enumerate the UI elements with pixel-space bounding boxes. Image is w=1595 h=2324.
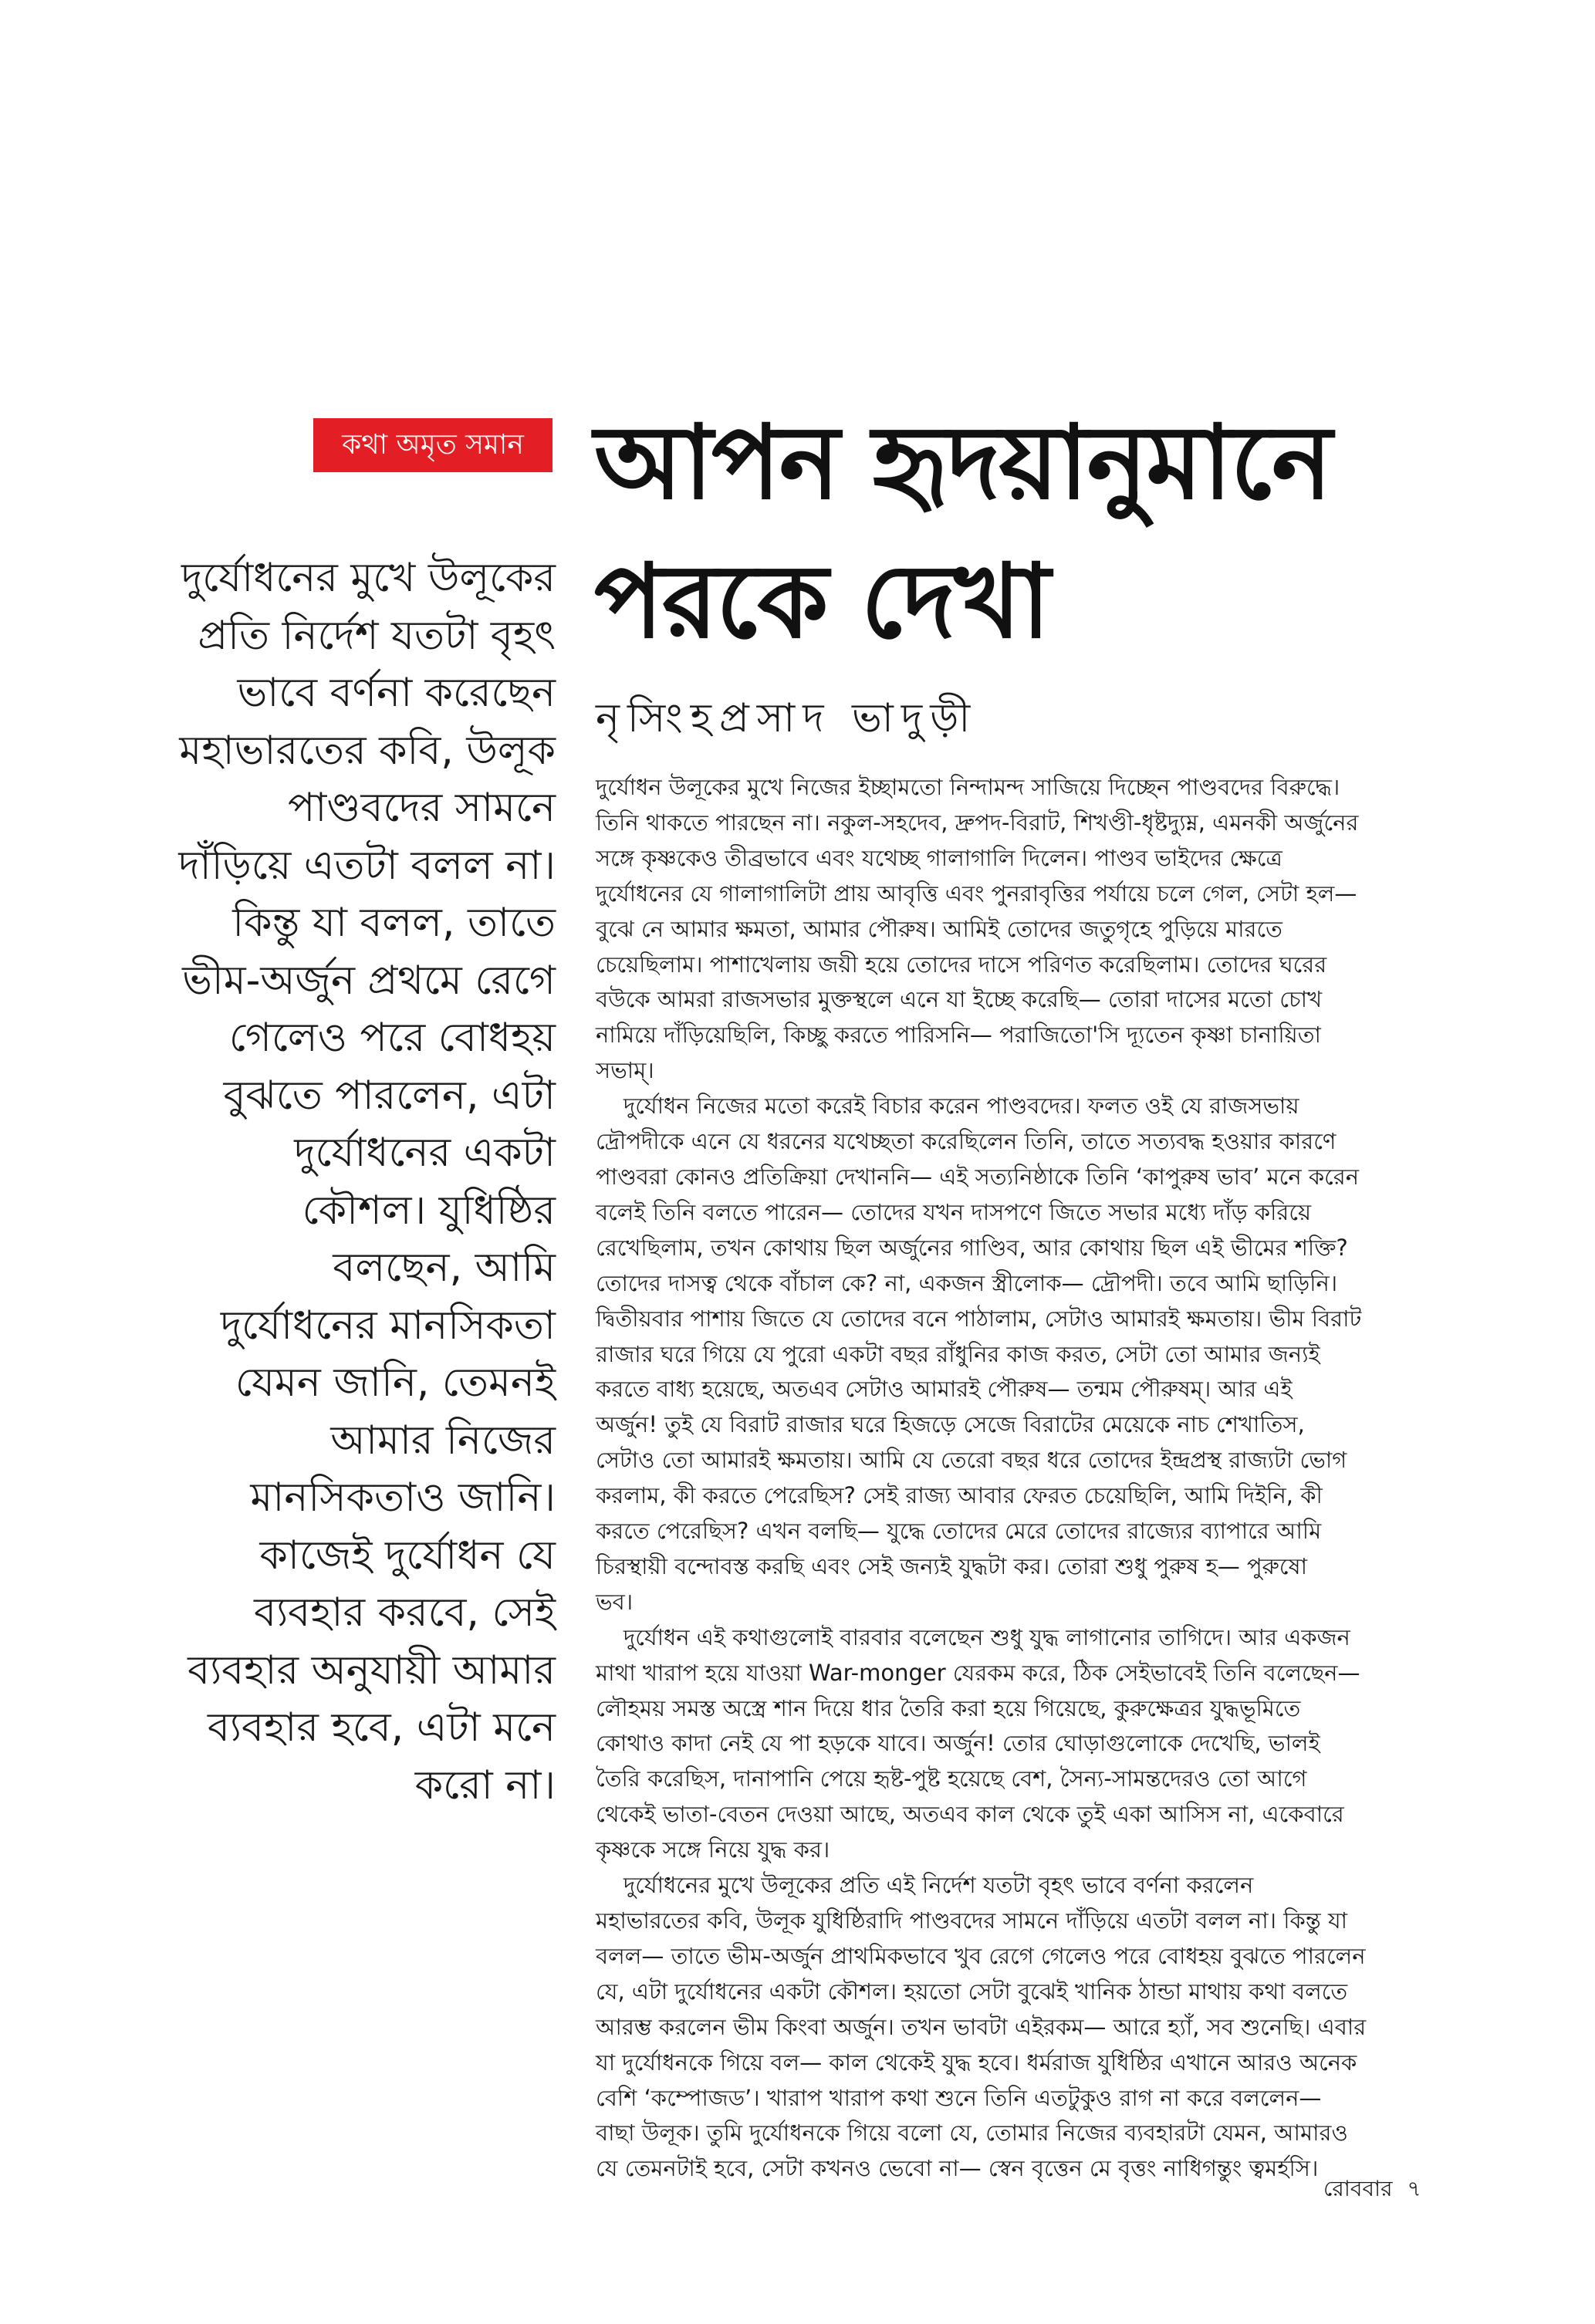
body-line: সভাম্।	[596, 1057, 654, 1084]
body-line: বেশি ‘কম্পোজড’। খারাপ খারাপ কথা শুনে তিনি এতটুকুও রাগ না করে বললেন—	[596, 2084, 1322, 2111]
pull-quote-line: দাঁড়িয়ে এতটা বলল না।	[178, 842, 556, 889]
body-line: তোদের দাসত্ব থেকে বাঁচাল কে? না, একজন স্ত্রীলোক— দ্রৌপদী। তবে আমি ছাড়িনি।	[596, 1269, 1338, 1296]
article-body	[596, 770, 1445, 2187]
body-line: বলল— তাতে ভীম-অর্জুন প্রাথমিকভাবে খুব রেগে গেলেও পরে বোধহয় বুঝতে পারলেন	[596, 1942, 1366, 1969]
body-line: দুর্যোধন নিজের মতো করেই বিচার করেন পাণ্ডবদের। ফলত ওই যে রাজসভায়	[623, 1093, 1299, 1120]
body-line: যা দুর্যোধনকে গিয়ে বল— কাল থেকেই যুদ্ধ হবে। ধর্মরাজ যুধিষ্ঠির এখানে আরও অনেক	[596, 2049, 1357, 2076]
pull-quote-line: যেমন জানি, তেমনই	[235, 1360, 556, 1406]
pull-quote-line: কিন্তু যা বলল, তাতে	[232, 900, 556, 946]
pull-quote-line: করো না।	[414, 1762, 556, 1809]
pull-quote-line: বলছেন, আমি	[333, 1245, 556, 1291]
pull-quote-line: ব্যবহার করবে, সেই	[254, 1589, 556, 1636]
page-number: ৭	[1407, 2176, 1421, 2201]
pull-quote-line: গেলেও পরে বোধহয়	[228, 1015, 556, 1061]
pull-quote-line: পাণ্ডবদের সামনে	[288, 785, 556, 831]
body-line: দ্রৌপদীকে এনে যে ধরনের যথেচ্ছতা করেছিলেন তিনি, তাতে সত্যবদ্ধ হওয়ার কারণে	[596, 1128, 1336, 1155]
body-line: থেকেই ভাতা-বেতন দেওয়া আছে, অতএব কাল থেকে তুই একা আসিস না, একেবারে	[596, 1801, 1344, 1828]
body-line: যে তেমনটাই হবে, সেটা কখনও ভেবো না— স্বেন বৃত্তেন মে বৃত্তং নাধিগন্তুং ত্বমর্হসি।	[596, 2155, 1319, 2182]
body-line: চিরস্থায়ী বন্দোবস্ত করছি এবং সেই জন্যই যুদ্ধটা কর। তোরা শুধু পুরুষ হ— পুরুষো	[596, 1552, 1307, 1579]
body-line: তিনি থাকতে পারছেন না। নকুল-সহদেব, দ্রুপদ-বিরাট, শিখণ্ডী-ধৃষ্টদ্যুম্ন, এমনকী অর্জুনের	[596, 809, 1359, 836]
body-line: নামিয়ে দাঁড়িয়েছিলি, কিচ্ছু করতে পারিসনি— পরাজিতো'সি দ্যূতেন কৃষ্ণা চানায়িতা	[596, 1022, 1321, 1049]
body-line: রেখেছিলাম, তখন কোথায় ছিল অর্জুনের গাণ্ডিব, আর কোথায় ছিল এই ভীমের শক্তি?	[596, 1234, 1348, 1261]
body-line: অর্জুন! তুই যে বিরাট রাজার ঘরে হিজড়ে সেজে বিরাটের মেয়েকে নাচ শেখাতিস,	[596, 1411, 1305, 1438]
body-line: রাজার ঘরে গিয়ে যে পুরো একটা বছর রাঁধুনির কাজ করত, সেটা তো আমার জন্যই	[596, 1340, 1320, 1367]
magazine-name: রোববার	[1323, 2176, 1393, 2201]
body-line: বউকে আমরা রাজসভার মুক্তস্থলে এনে যা ইচ্ছে করেছি— তোরা দাসের মতো চোখ	[596, 986, 1323, 1013]
body-paragraph	[596, 1868, 1445, 2187]
pull-quote-line: ব্যবহার হবে, এটা মনে	[207, 1704, 556, 1751]
pull-quote-line: দুর্যোধনের একটা	[294, 1130, 556, 1176]
body-line: বলেই তিনি বলতে পারেন— তোদের যখন দাসপণে জিতে সভার মধ্যে দাঁড় করিয়ে	[596, 1198, 1312, 1225]
pull-quote-line: মহাভারতের কবি, উলূক	[179, 727, 556, 774]
body-line: সঙ্গে কৃষ্ণকেও তীব্রভাবে এবং যথেচ্ছ গালাগালি দিলেন। পাণ্ডব ভাইদের ক্ষেত্রে	[596, 844, 1282, 871]
body-line: দুর্যোধনের মুখে উলূকের প্রতি এই নির্দেশ যতটা বৃহৎ ভাবে বর্ণনা করলেন	[623, 1872, 1254, 1899]
pull-quote-line: আমার নিজের	[330, 1417, 556, 1464]
body-line: দুর্যোধন এই কথাগুলোই বারবার বলেছেন শুধু যুদ্ধ লাগানোর তাগিদে। আর একজন	[623, 1623, 1350, 1650]
body-line: ভব।	[596, 1588, 634, 1615]
section-tag: কথা অমৃত সমান	[313, 418, 553, 472]
body-line: সেটাও তো আমারই ক্ষমতায়। আমি যে তেরো বছর ধরে তোদের ইন্দ্রপ্রস্থ রাজ্যটা ভোগ	[596, 1447, 1347, 1474]
pull-quote-line: ভীম-অর্জুন প্রথমে রেগে	[182, 957, 556, 1004]
body-line: কৃষ্ণকে সঙ্গে নিয়ে যুদ্ধ কর।	[596, 1836, 830, 1863]
body-paragraph	[596, 1089, 1445, 1620]
body-line: তৈরি করেছিস, দানাপানি পেয়ে হৃষ্ট-পুষ্ট হয়েছে বেশ, সৈন্য-সামন্তদেরও তো আগে	[596, 1765, 1307, 1792]
body-line: দ্বিতীয়বার পাশায় জিতে যে তোদের বনে পাঠালাম, সেটাও আমারই ক্ষমতায়। ভীম বিরাট	[596, 1305, 1362, 1332]
body-line: আরম্ভ করলেন ভীম কিংবা অর্জুন। তখন ভাবটা এইরকম— আরে হ্যাঁ, সব শুনেছি। এবার	[596, 2013, 1367, 2040]
body-line: দুর্যোধন উলূকের মুখে নিজের ইচ্ছামতো নিন্দামন্দ সাজিয়ে দিচ্ছেন পাণ্ডবদের বিরুদ্ধে।	[596, 774, 1340, 800]
body-line: বাছা উলূক। তুমি দুর্যোধনকে গিয়ে বলো যে, তোমার নিজের ব্যবহারটা যেমন, আমারও	[596, 2120, 1348, 2147]
pull-quote-line: দুর্যোধনের মানসিকতা	[220, 1302, 556, 1349]
body-line: করতে বাধ্য হয়েছে, অতএব সেটাও আমারই পৌরুষ— তন্মম পৌরুষম্। আর এই	[596, 1376, 1293, 1403]
pull-quote-line: কৌশল। যুধিষ্ঠির	[302, 1187, 556, 1234]
pull-quote	[123, 549, 556, 1814]
title-line-2: পরকে দেখা	[594, 542, 1049, 661]
pull-quote-line: বুঝতে পারলেন, এটা	[223, 1072, 556, 1119]
body-line: চেয়েছিলাম। পাশাখেলায় জয়ী হয়ে তোদের দাসে পরিণত করেছিলাম। তোদের ঘরের	[596, 951, 1327, 978]
body-line: মহাভারতের কবি, উলূক যুধিষ্ঠিরাদি পাণ্ডবদের সামনে দাঁড়িয়ে এতটা বলল না। কিন্তু যা	[596, 1907, 1348, 1934]
page-footer	[1323, 2172, 1421, 2208]
body-line: করলাম, কী করতে পেরেছিস? সেই রাজ্য আবার ফেরত চেয়েছিলি, আমি দিইনি, কী	[596, 1482, 1323, 1509]
body-line: কোথাও কাদা নেই যে পা হড়কে যাবে। অর্জুন! তোর ঘোড়াগুলোকে দেখেছি, ভালই	[596, 1730, 1320, 1757]
pull-quote-line: মানসিকতাও জানি।	[250, 1474, 556, 1521]
pull-quote-line: দুর্যোধনের মুখে উলূকের	[181, 555, 556, 601]
body-line: করতে পেরেছিস? এখন বলছি— যুদ্ধে তোদের মেরে তোদের রাজ্যের ব্যাপারে আমি	[596, 1518, 1322, 1545]
article-title	[594, 394, 1458, 671]
pull-quote-line: কাজেই দুর্যোধন যে	[259, 1532, 556, 1579]
title-line-1: আপন হৃদয়ানুমানে	[594, 404, 1331, 522]
pull-quote-line: ব্যবহার অনুযায়ী আমার	[188, 1647, 556, 1694]
author-byline: নৃসিংহপ্রসাদ ভাদুড়ী	[596, 695, 978, 741]
body-line: মাথা খারাপ হয়ে যাওয়া War-monger যেরকম করে, ঠিক সেইভাবেই তিনি বলেছেন—	[596, 1659, 1360, 1686]
body-line: বুঝে নে আমার ক্ষমতা, আমার পৌরুষ। আমিই তোদের জতুগৃহে পুড়িয়ে মারতে	[596, 915, 1282, 942]
body-line: দুর্যোধনের যে গালাগালিটা প্রায় আবৃত্তি এবং পুনরাবৃত্তির পর্যায়ে চলে গেল, সেটা হল—	[596, 880, 1357, 907]
body-line: পাণ্ডবরা কোনও প্রতিক্রিয়া দেখাননি— এই সত্যনিষ্ঠাকে তিনি ‘কাপুরুষ ভাব’ মনে করেন	[596, 1163, 1360, 1190]
pull-quote-line: ভাবে বর্ণনা করেছেন	[237, 670, 556, 716]
pull-quote-line: প্রতি নির্দেশ যতটা বৃহৎ	[198, 612, 556, 659]
body-paragraph	[596, 770, 1445, 1089]
body-paragraph	[596, 1620, 1445, 1868]
body-line: লৌহময় সমস্ত অস্ত্রে শান দিয়ে ধার তৈরি করা হয়ে গিয়েছে, কুরুক্ষেত্রর যুদ্ধভূমিতে	[596, 1694, 1301, 1721]
body-line: যে, এটা দুর্যোধনের একটা কৌশল। হয়তো সেটা বুঝেই খানিক ঠান্ডা মাথায় কথা বলতে	[596, 1978, 1348, 2005]
